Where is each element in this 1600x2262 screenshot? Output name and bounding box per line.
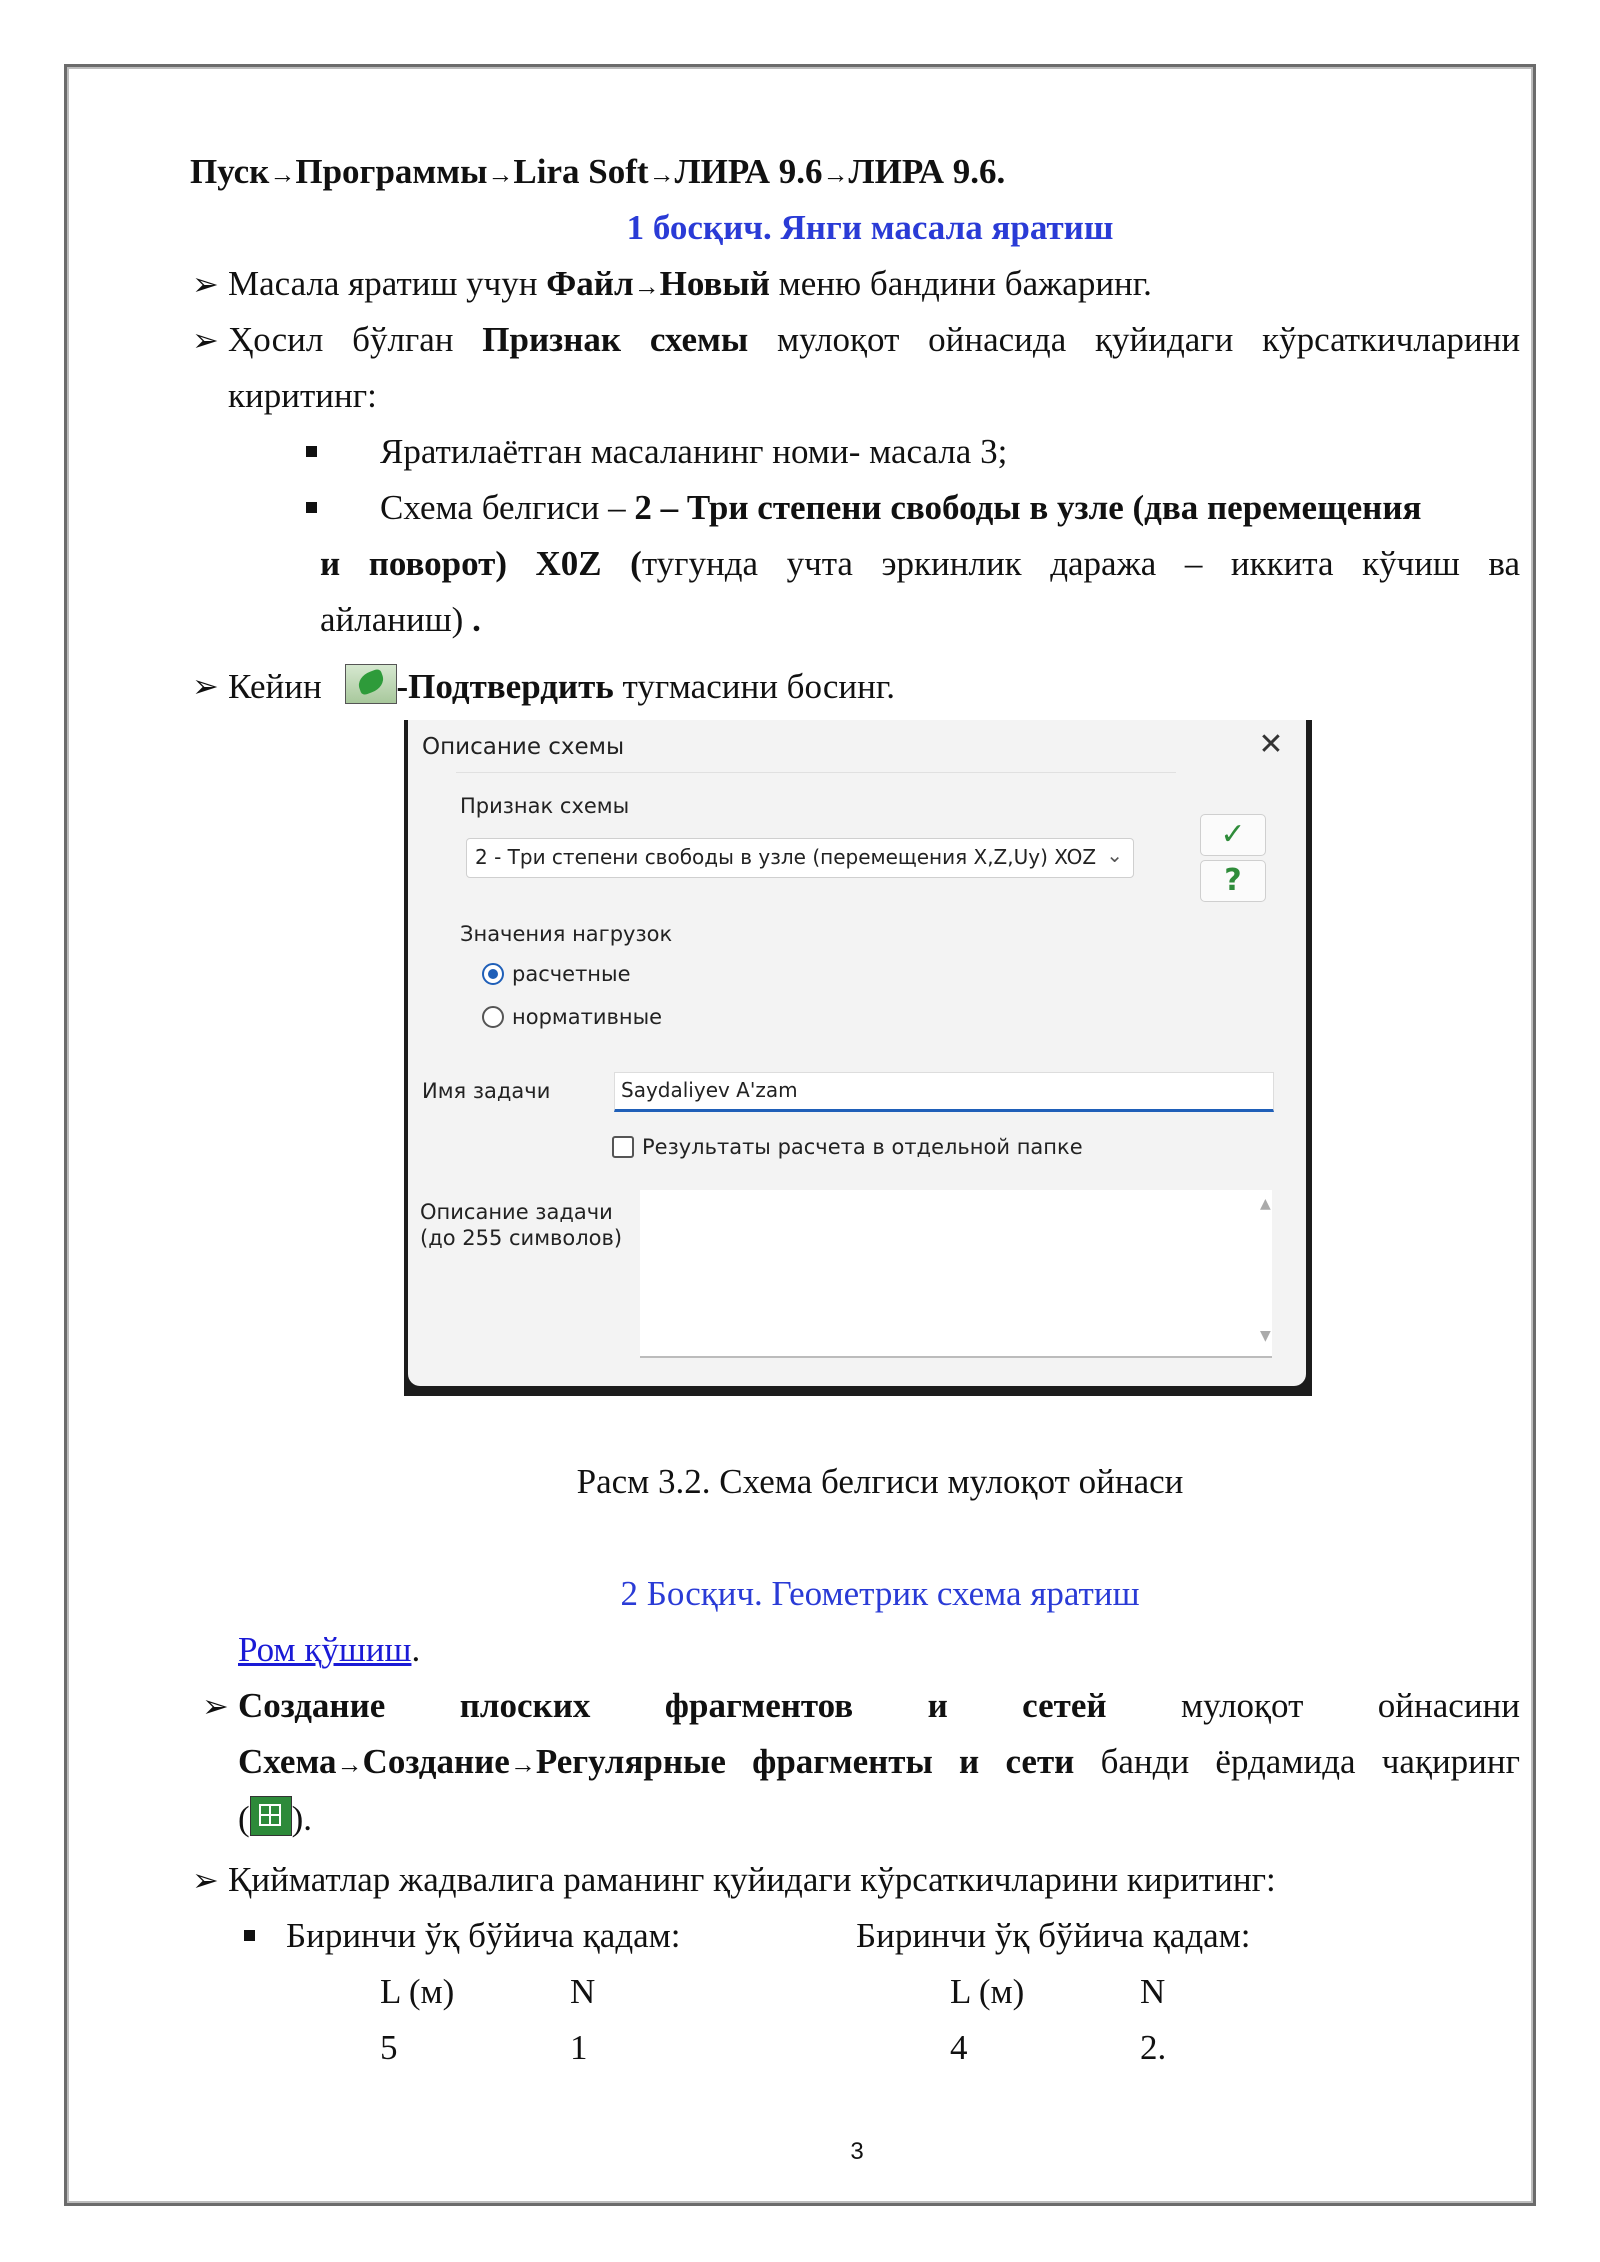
loads-label: Значения нагрузок xyxy=(460,922,673,946)
table1-value-n: 1 xyxy=(570,2028,588,2067)
sub-bullet-scheme-sign: Схема белгиси – 2 – Три степени свободы в узле (два перемещения xyxy=(380,488,1422,527)
axis1-step-label: Биринчи ўқ бўйича қадам: xyxy=(286,1916,681,1955)
radio-normative-label: нормативные xyxy=(512,1005,663,1029)
table1-value-l: 5 xyxy=(380,2028,398,2067)
add-frame-link-line: Ром қўшиш. xyxy=(238,1630,421,1669)
bullet-fragments-l2: Схема→Создание→Регулярные фрагменты и сети банди ёрдамида чақиринг xyxy=(238,1742,1520,1781)
bullet-fragments-l3: ( ). xyxy=(238,1796,312,1841)
chevron-down-icon: ⌄ xyxy=(1106,843,1123,867)
bullet-confirm: Кейин -Подтвердить тугмасини босинг. xyxy=(228,664,895,709)
bullet-fragments: Создание плоских фрагментов и сетей мулоқот ойнасини xyxy=(238,1686,1521,1725)
square-bullet-icon xyxy=(244,1930,255,1941)
sub-bullet-task-name: Яратилаётган масаланинг номи- масала 3; xyxy=(380,432,1008,471)
arrow-bullet-icon: ➢ xyxy=(192,668,219,704)
scroll-up-icon[interactable]: ▲ xyxy=(1260,1196,1271,1212)
sub-bullet-scheme-sign-l3: айланиш) . xyxy=(320,600,481,639)
bullet-file-new: Масала яратиш учун Файл→Новый меню бандини бажаринг. xyxy=(228,264,1152,303)
arrow-bullet-icon: ➢ xyxy=(192,266,219,302)
grid-toolbar-icon xyxy=(250,1796,292,1836)
dialog-title: Описание схемы xyxy=(422,734,625,760)
radio-design-loads[interactable] xyxy=(482,963,504,985)
radio-design-label: расчетные xyxy=(512,962,631,986)
page-number: 3 xyxy=(850,2138,864,2165)
task-description-limit: (до 255 символов) xyxy=(420,1226,623,1250)
table2-header-l: L (м) xyxy=(950,1972,1025,2011)
menu-path: Пуск→Программы→Lira Soft→ЛИРА 9.6→ЛИРА 9.6. xyxy=(190,152,1006,191)
separate-folder-label: Результаты расчета в отдельной папке xyxy=(642,1135,1083,1159)
confirm-button[interactable]: ✓ xyxy=(1200,814,1266,856)
table1-header-n: N xyxy=(570,1972,596,2011)
scheme-attr-value: 2 - Три степени свободы в узле (перемещения X,Z,Uy) XOZ xyxy=(475,845,1097,869)
step2-heading: 2 Босқич. Геометрик схема яратиш xyxy=(620,1574,1140,1613)
table1-header-l: L (м) xyxy=(380,1972,455,2011)
table2-value-n: 2. xyxy=(1140,2028,1167,2067)
bullet-values-table: Қийматлар жадвалига раманинг қуйидаги кўрсаткичларини киритинг: xyxy=(228,1860,1276,1899)
task-name-label: Имя задачи xyxy=(422,1079,551,1103)
arrow-bullet-icon: ➢ xyxy=(192,322,219,358)
table2-header-n: N xyxy=(1140,1972,1166,2011)
help-button[interactable]: ? xyxy=(1200,860,1266,902)
task-description-label: Описание задачи xyxy=(420,1200,613,1224)
scheme-attr-select[interactable] xyxy=(466,838,1134,878)
task-description-textarea[interactable] xyxy=(640,1190,1272,1358)
square-bullet-icon xyxy=(306,446,317,457)
figure-caption: Расм 3.2. Схема белгиси мулоқот ойнаси xyxy=(576,1462,1184,1501)
radio-normative-loads[interactable] xyxy=(482,1006,504,1028)
confirm-toolbar-icon xyxy=(345,664,397,704)
scheme-description-dialog xyxy=(408,720,1306,1386)
bullet-scheme-attr-cont: киритинг: xyxy=(228,376,377,415)
axis2-step-label: Биринчи ўқ бўйича қадам: xyxy=(856,1916,1251,1955)
bullet-scheme-attr: Ҳосил бўлган Признак схемы мулоқот ойнасида қуйидаги кўрсаткичларини xyxy=(228,320,1521,359)
table2-value-l: 4 xyxy=(950,2028,968,2067)
scroll-down-icon[interactable]: ▼ xyxy=(1260,1328,1271,1344)
task-name-input[interactable] xyxy=(614,1072,1274,1112)
square-bullet-icon xyxy=(306,502,317,513)
task-name-value: Saydaliyev A'zam xyxy=(621,1078,798,1102)
close-icon[interactable]: ✕ xyxy=(1258,727,1284,762)
scheme-attr-label: Признак схемы xyxy=(460,794,630,818)
arrow-bullet-icon: ➢ xyxy=(202,1688,229,1724)
arrow-bullet-icon: ➢ xyxy=(192,1862,219,1898)
step1-heading: 1 босқич. Янги масала яратиш xyxy=(626,208,1114,247)
sub-bullet-scheme-sign-l2: и поворот) X0Z (тугунда учта эркинлик даража – иккита кўчиш ва xyxy=(320,544,1520,583)
separate-folder-checkbox[interactable] xyxy=(612,1136,634,1158)
add-frame-link[interactable]: Ром қўшиш xyxy=(238,1630,412,1669)
